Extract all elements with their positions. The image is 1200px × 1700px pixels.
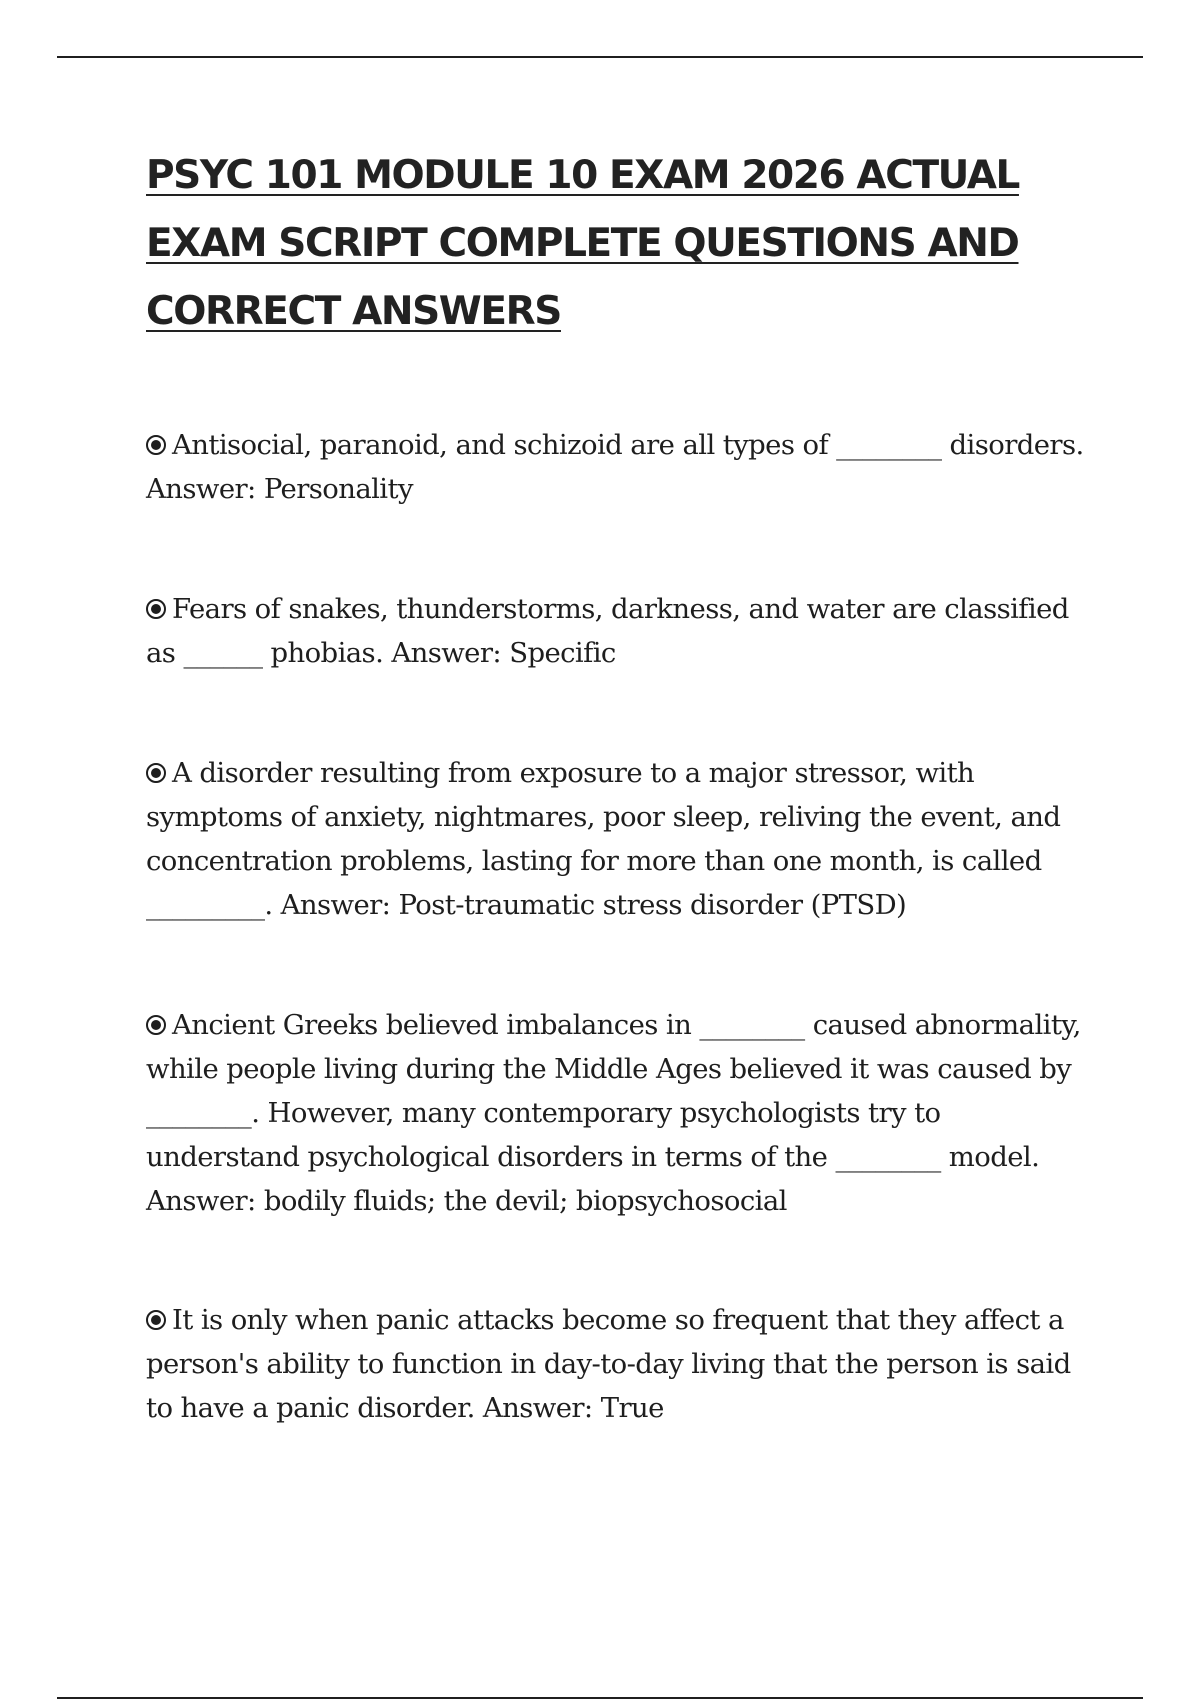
fisheye-bullet-icon [146,1015,166,1035]
question-item [146,587,1086,675]
fisheye-bullet-icon [146,435,166,455]
question-item [146,1003,1086,1223]
question-text: A disorder resulting from exposure to a major stressor, with symptoms of anxiety, nightmares, poor sleep, reliving the event, and concentration problems, lasting for more than one month, is called _________. Answer: Post-traumatic stress disorder (PTSD) [146,757,1061,921]
question-text: It is only when panic attacks become so frequent that they affect a person's ability to function in day-to-day living that the person is said to have a panic disorder. Answer: True [146,1304,1071,1424]
question-text: Ancient Greeks believed imbalances in ________ caused abnormality, while people living during the Middle Ages believed it was caused by ________. However, many contemporary psychologists try to understand psychological disorders in terms of the ________ model. Answer: bodily fluids; the devil; biopsychosocial [146,1009,1081,1217]
question-item [146,423,1086,511]
question-text: Fears of snakes, thunderstorms, darkness, and water are classified as ______ phobias. Answer: Specific [146,593,1069,669]
top-divider [57,56,1143,58]
document-title: PSYC 101 MODULE 10 EXAM 2026 ACTUAL EXAM SCRIPT COMPLETE QUESTIONS AND CORRECT ANSWERS [146,153,1019,334]
bottom-divider [57,1697,1143,1699]
fisheye-bullet-icon [146,763,166,783]
question-item [146,1298,1086,1430]
fisheye-bullet-icon [146,599,166,619]
question-item [146,751,1086,927]
question-text: Antisocial, paranoid, and schizoid are all types of ________ disorders. Answer: Personality [146,429,1084,505]
fisheye-bullet-icon [146,1310,166,1330]
